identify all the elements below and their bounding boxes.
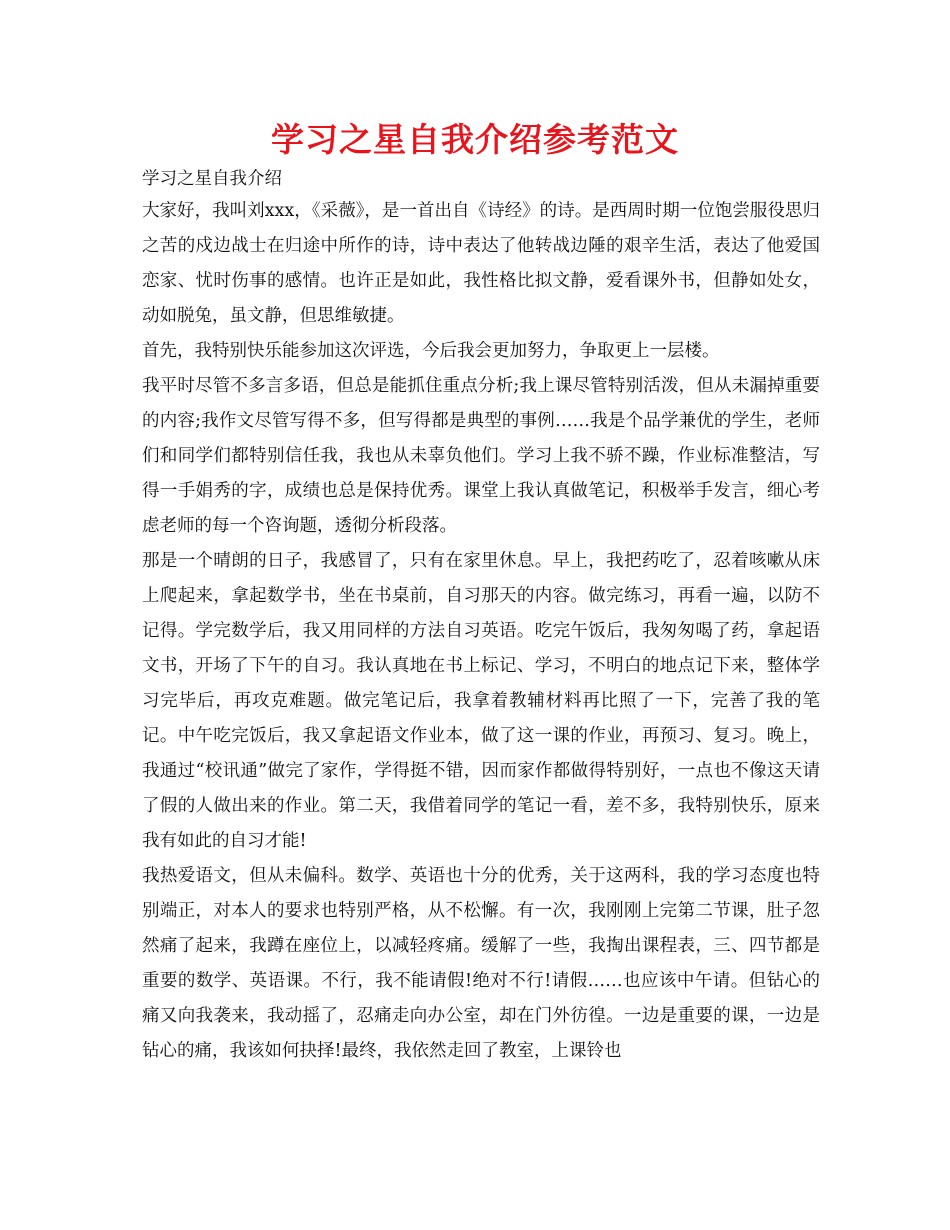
paragraph: 我热爱语文，但从未偏科。数学、英语也十分的优秀，关于这两科，我的学习态度也特别端正，对本人的要求也特别严格，从不松懈。有一次，我刚刚上完第二节课，肚子忽然痛了起来，我蹲在座位上，以减轻疼痛。缓解了一些，我掏出课程表，三、四节都是重要的数学、英语课。不行，我不能请假!绝对不行!请假……也应该中午请。但钻心的痛又向我袭来，我动摇了，忍痛走向办公室，却在门外彷徨。一边是重要的课，一边是钻心的痛，我该如何抉择!最终，我依然走回了教室，上课铃也 bbox=[142, 866, 820, 1061]
document-subtitle: 学习之星自我介绍 bbox=[142, 169, 282, 189]
paragraph: 首先，我特别快乐能参加这次评选，今后我会更加努力，争取更上一层楼。 bbox=[142, 341, 720, 361]
document-body bbox=[142, 164, 820, 1069]
paragraph: 大家好，我叫刘xxx，《采薇》，是一首出自《诗经》的诗。是西周时期一位饱尝服役思归之苦的戍边战士在归途中所作的诗，诗中表达了他转战边陲的艰辛生活，表达了他爱国恋家、忧时伤事的感情。也许正是如此，我性格比拟文静，爱看课外书，但静如处女，动如脱兔，虽文静，但思维敏捷。 bbox=[142, 201, 820, 326]
paragraph: 我平时尽管不多言多语，但总是能抓住重点分析;我上课尽管特别活泼，但从未漏掉重要的内容;我作文尽管写得不多，但写得都是典型的事例……我是个品学兼优的学生，老师们和同学们都特别信任我，我也从未辜负他们。学习上我不骄不躁，作业标准整洁，写得一手娟秀的字，成绩也总是保持优秀。课堂上我认真做笔记，积极举手发言，细心考虑老师的每一个咨询题，透彻分析段落。 bbox=[142, 376, 820, 536]
document-title: 学习之星自我介绍参考范文 bbox=[271, 120, 679, 159]
paragraph: 那是一个晴朗的日子，我感冒了，只有在家里休息。早上，我把药吃了，忍着咳嗽从床上爬起来，拿起数学书，坐在书桌前，自习那天的内容。做完练习，再看一遍，以防不记得。学完数学后，我又用同样的方法自习英语。吃完午饭后，我匆匆喝了药，拿起语文书，开场了下午的自习。我认真地在书上标记、学习，不明白的地点记下来，整体学习完毕后，再攻克难题。做完笔记后，我拿着教辅材料再比照了一下，完善了我的笔记。中午吃完饭后，我又拿起语文作业本，做了这一课的作业，再预习、复习。晚上，我通过“校讯通”做完了家作，学得挺不错，因而家作都做得特别好，一点也不像这天请了假的人做出来的作业。第二天，我借着同学的笔记一看，差不多，我特别快乐，原来我有如此的自习才能! bbox=[142, 551, 820, 851]
